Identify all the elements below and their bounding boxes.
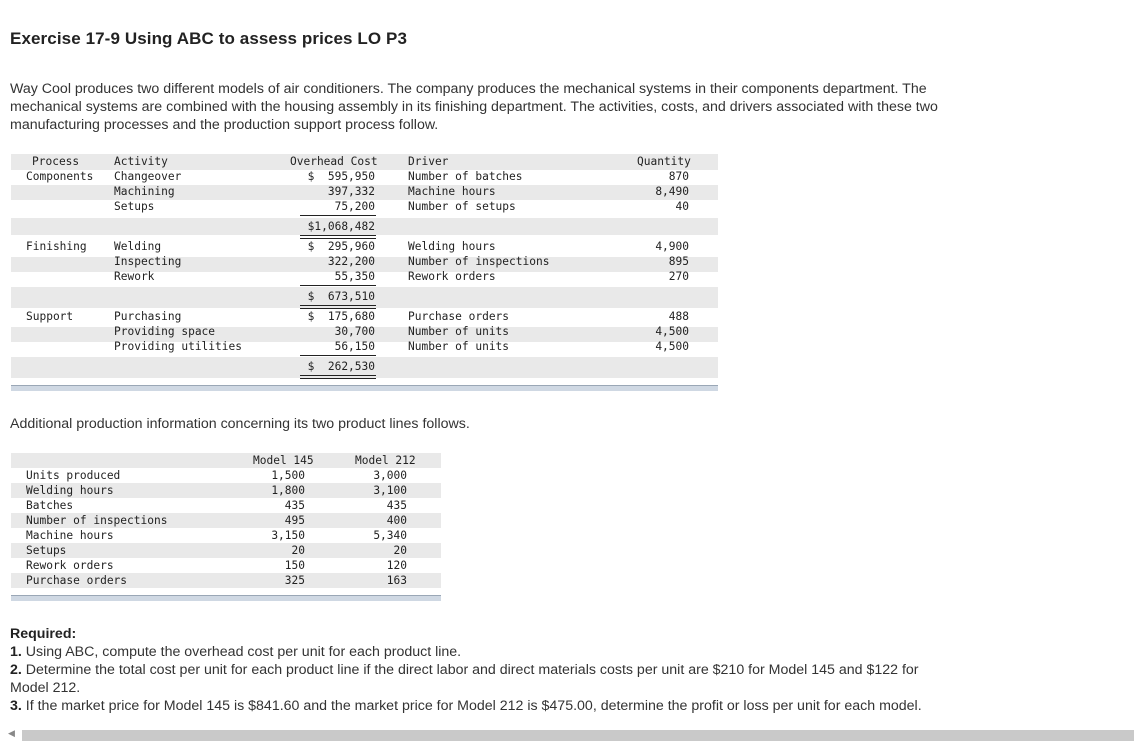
overhead-cost: 75,200 xyxy=(334,200,375,213)
required-section xyxy=(10,625,945,715)
process-label: Finishing xyxy=(26,240,87,253)
process-total: $1,068,482 xyxy=(307,220,375,233)
table-row xyxy=(11,513,441,528)
model-145-value: 435 xyxy=(284,499,305,512)
overhead-cost: 55,350 xyxy=(334,270,375,283)
driver-label: Number of inspections xyxy=(408,255,550,268)
model-212-value: 5,340 xyxy=(373,529,407,542)
table-row xyxy=(11,219,718,234)
table-header-row xyxy=(11,453,441,468)
driver-label: Rework orders xyxy=(408,270,496,283)
activity-cost-table xyxy=(11,154,718,394)
overhead-cost: 56,150 xyxy=(334,340,375,353)
table-row xyxy=(11,289,718,304)
overhead-cost: $ 295,960 xyxy=(307,240,375,253)
requirement-text: Using ABC, compute the overhead cost per unit for each product line. xyxy=(21,644,462,660)
header-overhead-cost: Overhead Cost xyxy=(290,155,378,168)
activity-label: Providing utilities xyxy=(114,340,242,353)
table-row xyxy=(11,269,718,284)
requirement-text: Determine the total cost per unit for each product line if the direct labor and direct materials costs per unit are $210 for Model 145 and $122 for Model 212. xyxy=(10,662,919,696)
quantity-value: 270 xyxy=(668,270,689,283)
model-145-value: 3,150 xyxy=(271,529,305,542)
table-footer-bar xyxy=(11,595,441,601)
table-row xyxy=(11,359,718,374)
requirement-number: 1. xyxy=(10,644,22,660)
exercise-title: Exercise 17-9 Using ABC to assess prices LO P3 xyxy=(10,29,408,48)
header-activity: Activity xyxy=(114,155,168,168)
model-212-value: 163 xyxy=(386,574,407,587)
requirement-number: 2. xyxy=(10,662,22,678)
quantity-value: 488 xyxy=(668,310,689,323)
requirement-number: 3. xyxy=(10,698,22,714)
model-145-value: 325 xyxy=(284,574,305,587)
table-row xyxy=(11,199,718,214)
process-label: Components xyxy=(26,170,94,183)
row-label: Rework orders xyxy=(26,559,114,572)
quantity-value: 4,900 xyxy=(655,240,689,253)
overhead-cost: $ 595,950 xyxy=(307,170,375,183)
overhead-cost: 322,200 xyxy=(327,255,375,268)
activity-label: Rework xyxy=(114,270,155,283)
quantity-value: 895 xyxy=(668,255,689,268)
triangle-left-icon[interactable]: ◀ xyxy=(8,729,15,739)
required-heading: Required: xyxy=(10,626,77,642)
quantity-value: 870 xyxy=(668,170,689,183)
activity-label: Purchasing xyxy=(114,310,182,323)
model-212-value: 400 xyxy=(386,514,407,527)
model-212-value: 120 xyxy=(386,559,407,572)
driver-label: Number of batches xyxy=(408,170,523,183)
table-row xyxy=(11,169,718,184)
production-info-table xyxy=(11,453,441,603)
model-212-value: 20 xyxy=(393,544,407,557)
table-row xyxy=(11,573,441,588)
activity-label: Inspecting xyxy=(114,255,182,268)
table-row xyxy=(11,309,718,324)
row-label: Setups xyxy=(26,544,67,557)
header-process: Process xyxy=(32,155,80,168)
scrollbar-thumb[interactable] xyxy=(22,730,1134,741)
driver-label: Purchase orders xyxy=(408,310,510,323)
row-label: Machine hours xyxy=(26,529,114,542)
subtotal-rule xyxy=(300,285,376,286)
table-row xyxy=(11,483,441,498)
driver-label: Welding hours xyxy=(408,240,496,253)
additional-info-text: Additional production information concerning its two product lines follows. xyxy=(10,416,470,432)
quantity-value: 4,500 xyxy=(655,340,689,353)
quantity-value: 8,490 xyxy=(655,185,689,198)
process-total: $ 262,530 xyxy=(307,360,375,373)
subtotal-rule xyxy=(300,215,376,216)
table-header-row xyxy=(11,154,718,169)
activity-label: Machining xyxy=(114,185,175,198)
overhead-cost: $ 175,680 xyxy=(307,310,375,323)
requirement-item xyxy=(10,697,945,715)
overhead-cost: 30,700 xyxy=(334,325,375,338)
header-model-212: Model 212 xyxy=(355,454,416,467)
activity-label: Providing space xyxy=(114,325,216,338)
table-row xyxy=(11,184,718,199)
model-145-value: 20 xyxy=(291,544,305,557)
requirement-text: If the market price for Model 145 is $841.60 and the market price for Model 212 is $475.00, determine the profit or loss per unit for each model. xyxy=(21,698,922,714)
row-label: Welding hours xyxy=(26,484,114,497)
table-row xyxy=(11,339,718,354)
header-model-145: Model 145 xyxy=(253,454,314,467)
driver-label: Number of units xyxy=(408,325,510,338)
process-total: $ 673,510 xyxy=(307,290,375,303)
table-row xyxy=(11,498,441,513)
table-footer-bar xyxy=(11,385,718,391)
row-label: Units produced xyxy=(26,469,121,482)
row-label: Purchase orders xyxy=(26,574,128,587)
intro-paragraph: Way Cool produces two different models of air conditioners. The company produces the mechanical systems in their components department. The mechanical systems are combined with the housing assembly in its finishing department. The activities, costs, and drivers associated with these two manufacturing processes and the production support process follow. xyxy=(10,81,938,133)
model-145-value: 1,500 xyxy=(271,469,305,482)
activity-label: Welding xyxy=(114,240,162,253)
activity-label: Setups xyxy=(114,200,155,213)
horizontal-scrollbar[interactable] xyxy=(0,727,1137,743)
activity-label: Changeover xyxy=(114,170,182,183)
subtotal-rule xyxy=(300,355,376,356)
table-row xyxy=(11,324,718,339)
model-212-value: 435 xyxy=(386,499,407,512)
table-row xyxy=(11,543,441,558)
requirement-item xyxy=(10,661,945,697)
table-row xyxy=(11,254,718,269)
model-212-value: 3,000 xyxy=(373,469,407,482)
row-label: Batches xyxy=(26,499,74,512)
quantity-value: 4,500 xyxy=(655,325,689,338)
model-145-value: 1,800 xyxy=(271,484,305,497)
table-row xyxy=(11,558,441,573)
requirement-item xyxy=(10,643,945,661)
header-quantity: Quantity xyxy=(637,155,691,168)
process-label: Support xyxy=(26,310,74,323)
quantity-value: 40 xyxy=(675,200,689,213)
header-driver: Driver xyxy=(408,155,449,168)
table-row xyxy=(11,528,441,543)
driver-label: Number of setups xyxy=(408,200,516,213)
driver-label: Machine hours xyxy=(408,185,496,198)
total-double-rule xyxy=(300,375,376,379)
row-label: Number of inspections xyxy=(26,514,168,527)
model-145-value: 150 xyxy=(284,559,305,572)
table-row xyxy=(11,239,718,254)
model-212-value: 3,100 xyxy=(373,484,407,497)
table-row xyxy=(11,468,441,483)
driver-label: Number of units xyxy=(408,340,510,353)
overhead-cost: 397,332 xyxy=(327,185,375,198)
model-145-value: 495 xyxy=(284,514,305,527)
